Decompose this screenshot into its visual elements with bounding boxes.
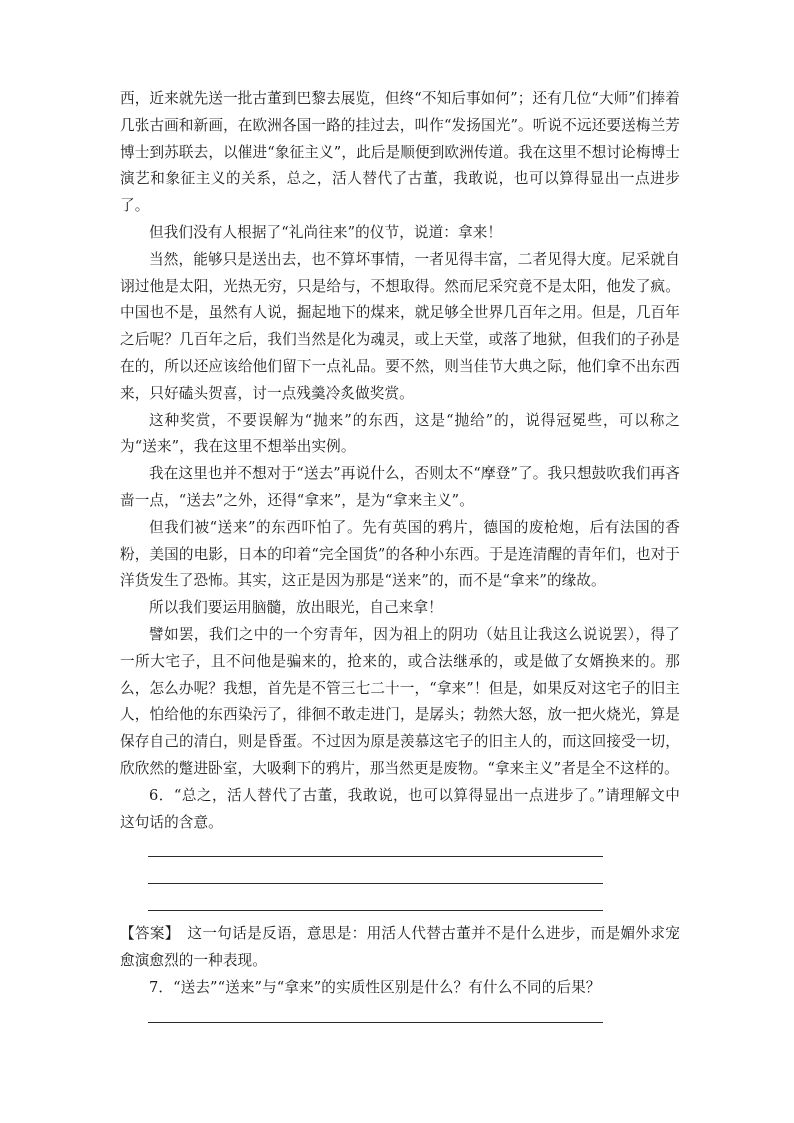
answer-text: 这一句话是反语，意思是：用活人代替古董并不是什么进步，而是媚外求宠愈演愈烈的一种表现。	[120, 925, 681, 970]
passage-paragraph-8: 譬如罢，我们之中的一个穷青年，因为祖上的阴功（姑且让我这么说说罢），得了一所大宅子，且不问他是骗来的，抢来的，或合法继承的，或是做了女婿换来的。那么，怎么办呢？我想，首先是不管三七二十一，“拿来”！但是，如果反对这宅子的旧主人，怕给他的东西染污了，徘徊不敢走进门，是孱头；勃然大怒，放一把火烧光，算是保存自己的清白，则是昏蛋。不过因为原是羡慕这宅子的旧主人的，而这回接受一切，欣欣然的蹩进卧室，大吸剩下的鸦片，那当然更是废物。“拿来主义”者是全不这样的。	[120, 625, 680, 777]
passage-paragraph-2: 但我们没有人根据了“礼尚往来”的仪节，说道：拿来！	[149, 223, 503, 241]
passage-paragraph-1: 西，近来就先送一批古董到巴黎去展览，但终“不知后事如何”；还有几位“大师”们捧着几张古画和新画，在欧洲各国一路的挂过去，叫作“发扬国光”。听说不远还要送梅兰芳博士到苏联去，以催进“象征主义”，此后是顺便到欧洲传道。我在这里不想讨论梅博士演艺和象征主义的关系，总之，活人替代了古董，我敢说，也可以算得显出一点进步了。	[120, 90, 680, 215]
passage-paragraph-4: 这种奖赏，不要误解为“抛来”的东西，这是“抛给”的，说得冠冕些，可以称之为“送来”，我在这里不想举出实例。	[120, 411, 680, 456]
answer-line-4	[148, 1022, 603, 1023]
question-6: 6．“总之，活人替代了古董，我敢说，也可以算得显出一点进步了。”请理解文中这句话的含意。	[120, 786, 680, 831]
answer-block	[120, 921, 680, 975]
passage-paragraph-5: 我在这里也并不想对于“送去”再说什么，否则太不“摩登”了。我只想鼓吹我们再吝啬一点，“送去”之外，还得“拿来”，是为“拿来主义”。	[120, 465, 680, 509]
passage-paragraph-3: 当然，能够只是送出去，也不算坏事情，一者见得丰富，二者见得大度。尼采就自诩过他是太阳，光热无穷，只是给与，不想取得。然而尼采究竟不是太阳，他发了疯。中国也不是，虽然有人说，掘起地下的煤来，就足够全世界几百年之用。但是，几百年之后呢？几百年之后，我们当然是化为魂灵，或上天堂，或落了地狱，但我们的子孙是在的，所以还应该给他们留下一点礼品。要不然，则当佳节大典之际，他们拿不出东西来，只好磕头贺喜，讨一点残羹冷炙做奖赏。	[120, 250, 680, 402]
passage-paragraph-7: 所以我们要运用脑髓，放出眼光，自己来拿！	[149, 599, 443, 617]
answer-tag: 【答案】	[120, 925, 173, 943]
passage-paragraph-6: 但我们被“送来”的东西吓怕了。先有英国的鸦片，德国的废枪炮，后有法国的香粉，美国的电影，日本的印着“完全国货”的各种小东西。于是连清醒的青年们，也对于洋货发生了恐怖。其实，这正是因为那是“送来”的，而不是“拿来”的缘故。	[120, 518, 680, 590]
question-7: 7．“送去”“送来”与“拿来”的实质性区别是什么？有什么不同的后果？	[149, 978, 601, 996]
document-page	[120, 86, 680, 1023]
